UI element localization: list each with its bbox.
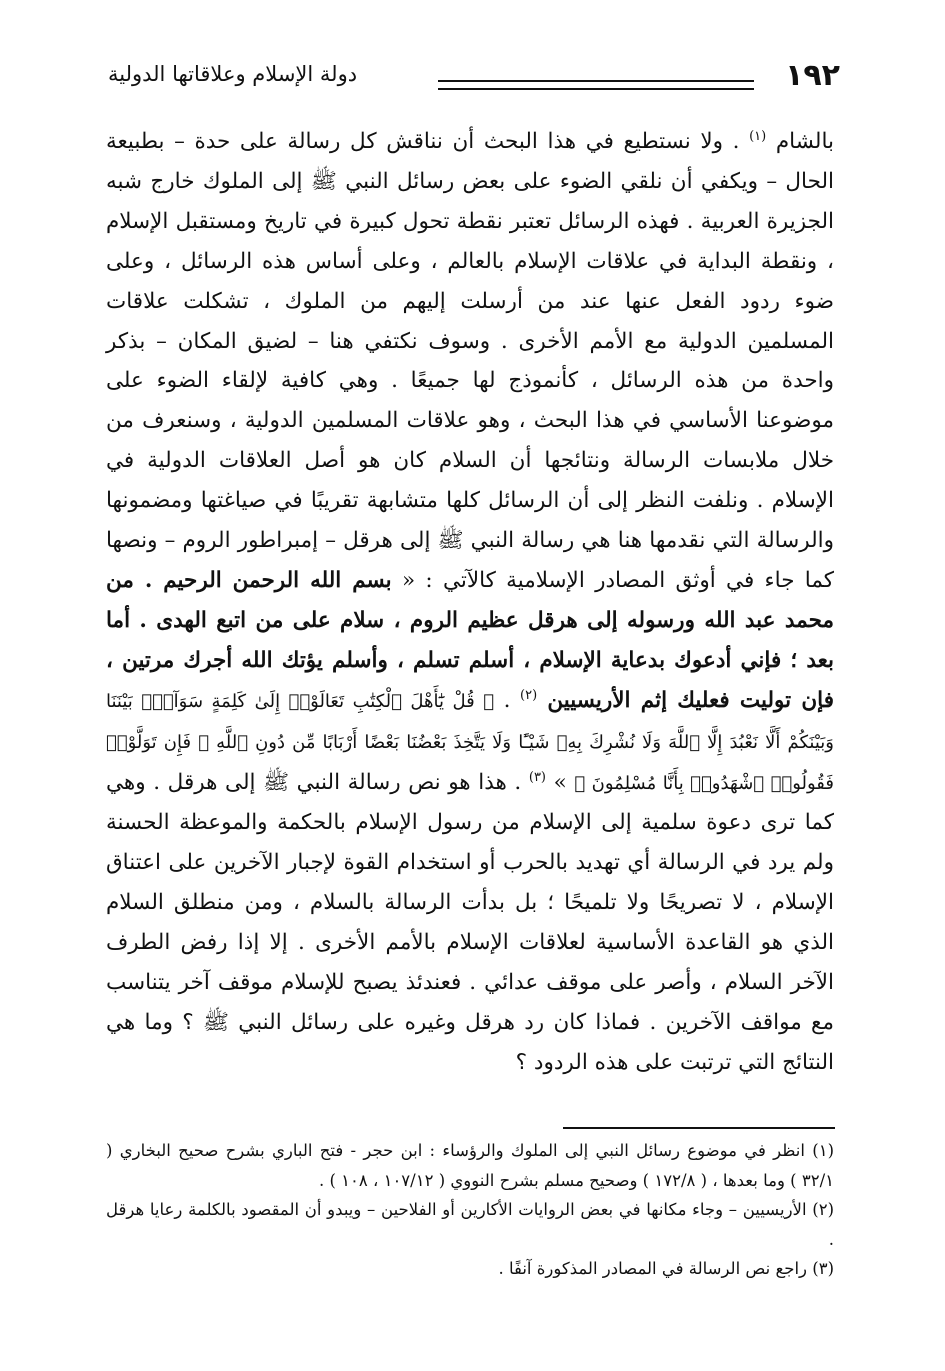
body-text-segment: » — [546, 769, 575, 795]
body-text-segment: . ولا نستطيع في هذا البحث أن نناقش كل رسالة على حدة – بطبيعة الحال – ويكفي أن نلقي الضوء على بعض رسائل النبي ﷺ إلى الملوك خارج شبه الجزيرة العربية . فهذه الرسائل تعتبر نقطة تحول كبيرة في تاريخ ومستقبل الإسلام ، ونقطة البداية في علاقات الإسلام بالعالم ، وعلى أساس هذه الرسائل ، وعلى ضوء ردود الفعل عنها عند من أرسلت إليهم من الملوك ، تشكلت علاقات المسلمين الدولية مع الأمم الأخرى . وسوف نكتفي هنا – لضيق المكان – بذكر واحدة من هذه الرسائل ، كأنموذج لها جميعًا . وهي كافية لإلقاء الضوء على موضوعنا الأساسي في هذا البحث ، وهو علاقات المسلمين الدولية ، وسنعرف من خلال ملابسات الرسالة ونتائجها أن السلام كان هو أصل العلاقات الدولية في الإسلام . ونلفت النظر إلى أن الرسائل كلها متشابهة تقريبًا في صياغتها ومضمونها والرسالة التي نقدمها هنا هي رسالة النبي ﷺ إلى هرقل – إمبراطور الروم – ونصها كما جاء في أوثق المصادر الإسلامية كالآتي : « — [106, 129, 834, 593]
quran-verse: ﴿ قُلْ يَٰٓأَهْلَ ٱلْكِتَٰبِ تَعَالَوْا۟ إِلَىٰ كَلِمَةٍ سَوَآءٍۭ بَيْنَنَا وَبَيْنَكُمْ أَلَّا نَعْبُدَ إِلَّا ٱللَّهَ وَلَا نُشْرِكَ بِهِۦ شَيْـًٔا وَلَا يَتَّخِذَ بَعْضُنَا بَعْضًا أَرْبَابًا مِّن دُونِ ٱللَّهِ ۚ فَإِن تَوَلَّوْا۟ فَقُولُوا۟ ٱشْهَدُوا۟ بِأَنَّا مُسْلِمُونَ ﴾ — [106, 690, 834, 794]
body-text-segment: بالشام — [766, 129, 834, 154]
footnote-separator — [563, 1127, 835, 1129]
footnote-1: (١) انظر في موضوع رسائل النبي إلى الملوك والرؤساء : ابن حجر - فتح الباري بشرح صحيح البخاري ( ٣٢/١ ) وما بعدها ، ( ١٧٢/٨ ) وصحيح مسلم بشرح النووي ( ١٠٧/١٢ ، ١٠٨ ) . — [106, 1141, 834, 1190]
main-paragraph — [106, 122, 834, 1083]
page-header — [108, 56, 840, 106]
footnote-ref-2[interactable]: (٢) — [520, 687, 538, 703]
footnote-2: (٢) الأريسيين – وجاء مكانها في بعض الروايات الأكارين أو الفلاحين – ويبدو أن المقصود بالكلمة رعايا هرقل . — [106, 1200, 834, 1249]
header-double-rule — [438, 80, 754, 90]
footnotes — [106, 1136, 834, 1284]
footnote-ref-1[interactable]: (١) — [749, 128, 767, 144]
page-number: ١٩٢ — [785, 58, 840, 93]
footnote-3: (٣) راجع نص الرسالة في المصادر المذكورة آنفًا . — [498, 1259, 834, 1278]
running-title: دولة الإسلام وعلاقاتها الدولية — [108, 62, 358, 86]
body-text-segment: . هذا هو نص رسالة النبي ﷺ إلى هرقل . وهي كما ترى دعوة سلمية إلى الإسلام من رسول الإسلام بالحكمة والموعظة الحسنة ولم يرد في الرسالة أي تهديد بالحرب أو استخدام القوة لإجبار الآخرين على اعتناق الإسلام ، لا تصريحًا ولا تلميحًا ؛ بل بدأت الرسالة بالسلام ، ومن منطلق السلام الذي هو القاعدة الأساسية لعلاقات الإسلام بالأمم الأخرى . إلا إذا رفض الطرف الآخر السلام ، وأصر على موقف عدائي . فعندئذ يصبح للإسلام موقف آخر يتناسب مع مواقف الآخرين . فماذا كان رد هرقل وغيره على رسائل النبي ﷺ ؟ وما هي النتائج التي ترتبت على هذه الردود ؟ — [106, 769, 834, 1075]
body-text-segment: . — [494, 687, 521, 713]
footnote-ref-3[interactable]: (٣) — [528, 769, 546, 785]
prophet-letter-text: بسم الله الرحمن الرحيم . من محمد عبد الله ورسوله إلى هرقل عظيم الروم ، سلام على من اتبع الهدى . أما بعد ؛ فإني أدعوك بدعاية الإسلام ، أسلم تسلم ، وأسلم يؤتك الله أجرك مرتين ، فإن توليت فعليك إثم الأريسيين — [106, 567, 834, 713]
